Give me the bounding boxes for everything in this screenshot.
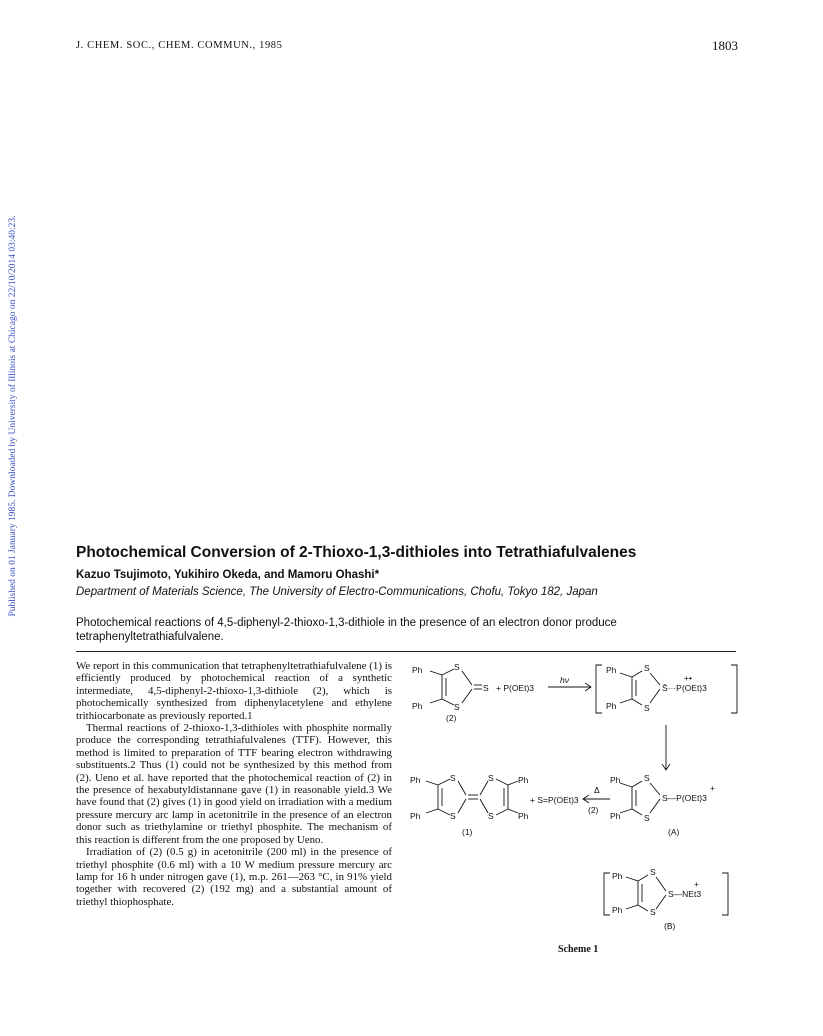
ring-bond [632, 781, 642, 787]
ring-bond [496, 809, 508, 815]
ph-bond [620, 699, 632, 703]
byproduct-label: + S=P(OEt)3 [530, 795, 579, 805]
sulfur-label: S [650, 907, 656, 917]
scheme-drawing [408, 655, 748, 955]
intermediate-a-tail: S—P(OEt)3 [662, 793, 707, 803]
bracket-right [731, 665, 737, 713]
article-body [76, 660, 392, 908]
ring-bond [638, 875, 648, 881]
arrow-compound-label: (2) [588, 805, 599, 815]
intermediate-a-label: (A) [668, 827, 680, 837]
ph-bond [430, 699, 442, 703]
compound-2-label: (2) [446, 713, 457, 723]
sulfur-label: S [450, 773, 456, 783]
publication-sidebar[interactable] [8, 186, 18, 646]
ring-bond [638, 905, 648, 911]
sulfur-label: S [644, 703, 650, 713]
abstract-divider [76, 651, 736, 652]
ring-bond [458, 799, 466, 813]
ring-bond [496, 779, 508, 785]
ring-bond [442, 699, 454, 705]
phenyl-label: Ph [518, 775, 529, 785]
ring-bond [458, 781, 466, 795]
phenyl-label: Ph [610, 811, 621, 821]
phenyl-label: Ph [412, 665, 423, 675]
publication-note[interactable]: Published on 01 January 1985. Downloaded by University of Illinois at Chicago on 22/10/2014 03:40:23. [8, 215, 18, 617]
ph-bond [426, 809, 438, 813]
ring-bond [632, 809, 642, 815]
article-authors: Kazuo Tsujimoto, Yukihiro Okeda, and Mamoru Ohashi* [76, 569, 380, 581]
ring-bond [632, 671, 642, 677]
article-title: Photochemical Conversion of 2-Thioxo-1,3-dithioles into Tetrathiafulvalenes [76, 544, 637, 561]
sulfur-label: S [644, 773, 650, 783]
ph-bond [626, 905, 638, 909]
ring-bond [442, 669, 454, 675]
body-paragraph: We report in this communication that tetraphenyltetrathiafulvalene (1) is efficiently produced by photochemical reaction of a synthetic intermediate, 4,5-diphenyl-2-thioxo-1,3-dithiole (2), which is photochemically synthesized from diphenylacetylene and ethylene trithiocarbonate as previously reported.1 [76, 660, 392, 722]
phenyl-label: Ph [606, 701, 617, 711]
hv-label: hν [560, 675, 569, 685]
page-number: 1803 [712, 38, 738, 53]
ph-bond [620, 673, 632, 677]
reaction-scheme [408, 655, 748, 955]
phenyl-label: Ph [606, 665, 617, 675]
phenyl-label: Ph [410, 811, 421, 821]
bracket-left [596, 665, 602, 713]
phenyl-label: Ph [612, 905, 623, 915]
phenyl-label: Ph [610, 775, 621, 785]
phenyl-label: Ph [410, 775, 421, 785]
ring-bond [462, 671, 472, 685]
intermediate-b-label: (B) [664, 921, 676, 931]
ring-bond [656, 877, 666, 891]
sulfur-label: S [450, 811, 456, 821]
body-paragraph: Thermal reactions of 2-thioxo-1,3-dithioles with phosphite normally produce the corresponding tetrathiafulvalenes (TTF). However, this method is limited to preparation of TTF bearing electron withdrawing substituents.2 Thus (1) could not be synthesized by this method from (2). Ueno et al. have reported that the photochemical reaction of (2) in the presence of hexabutyldistannane gave (1) in reasonable yield.3 We have found that (2) gives (1) in good yield on irradiation with a medium pressure mercury arc lamp in acetonitrile in the presence of an electron donor such as triethylamine or triethyl phosphite. The mechanism of this reaction is different from the one proposed by Ueno. [76, 722, 392, 846]
bracket-left [604, 873, 610, 915]
scheme-caption: Scheme 1 [558, 944, 599, 955]
delta-label: Δ [594, 785, 600, 795]
ph-bond [430, 671, 442, 675]
ring-bond [480, 781, 488, 795]
ring-bond [650, 799, 660, 813]
sulfur-label: S [483, 683, 489, 693]
ph-bond [508, 781, 518, 785]
phenyl-label: Ph [412, 701, 423, 711]
ring-bond [650, 783, 660, 795]
sulfur-label: S [488, 773, 494, 783]
charge-label: + [694, 879, 699, 889]
radical-charges: +• [684, 673, 692, 683]
ph-bond [426, 781, 438, 785]
sulfur-label: S [454, 702, 460, 712]
ring-bond [462, 689, 472, 703]
sulfur-label: S [488, 811, 494, 821]
phenyl-label: Ph [612, 871, 623, 881]
ring-bond [438, 779, 450, 785]
ring-bond [650, 689, 660, 703]
ring-bond [650, 673, 660, 685]
running-header: J. CHEM. SOC., CHEM. COMMUN., 1985 [76, 40, 283, 51]
ring-bond [632, 699, 642, 705]
phenyl-label: Ph [518, 811, 529, 821]
ph-bond [620, 809, 632, 813]
ph-bond [508, 809, 518, 813]
sulfur-label: S [454, 662, 460, 672]
ring-bond [656, 895, 666, 909]
ring-bond [480, 799, 488, 813]
sulfur-label: S [650, 867, 656, 877]
ph-bond [626, 877, 638, 881]
bracket-right [722, 873, 728, 915]
article-affiliation: Department of Materials Science, The University of Electro-Communications, Chofu, Tokyo 182, Japan [76, 586, 598, 598]
ring-bond [438, 809, 450, 815]
compound-1-label: (1) [462, 827, 473, 837]
charge-label: + [710, 783, 715, 793]
sulfur-label: S [644, 663, 650, 673]
radical-pair-tail: S̄···P(OEt)3 [662, 683, 707, 693]
sulfur-label: S [644, 813, 650, 823]
reagent-label: + P(OEt)3 [496, 683, 535, 693]
intermediate-b-tail: S—NEt3 [668, 889, 702, 899]
body-paragraph: Irradiation of (2) (0.5 g) in acetonitrile (200 ml) in the presence of triethyl phosphite (0.6 ml) with a 10 W medium pressure mercury arc lamp for 16 h under nitrogen gave (1), m.p. 261—263 °C, in 91% yield together with recovered (2) (192 mg) and a substantial amount of triethyl thiophosphate. [76, 846, 392, 908]
ph-bond [620, 783, 632, 787]
article-abstract: Photochemical reactions of 4,5-diphenyl-2-thioxo-1,3-dithiole in the presence of an electron donor produce tetraphenyltetrathiafulvalene. [76, 617, 617, 643]
